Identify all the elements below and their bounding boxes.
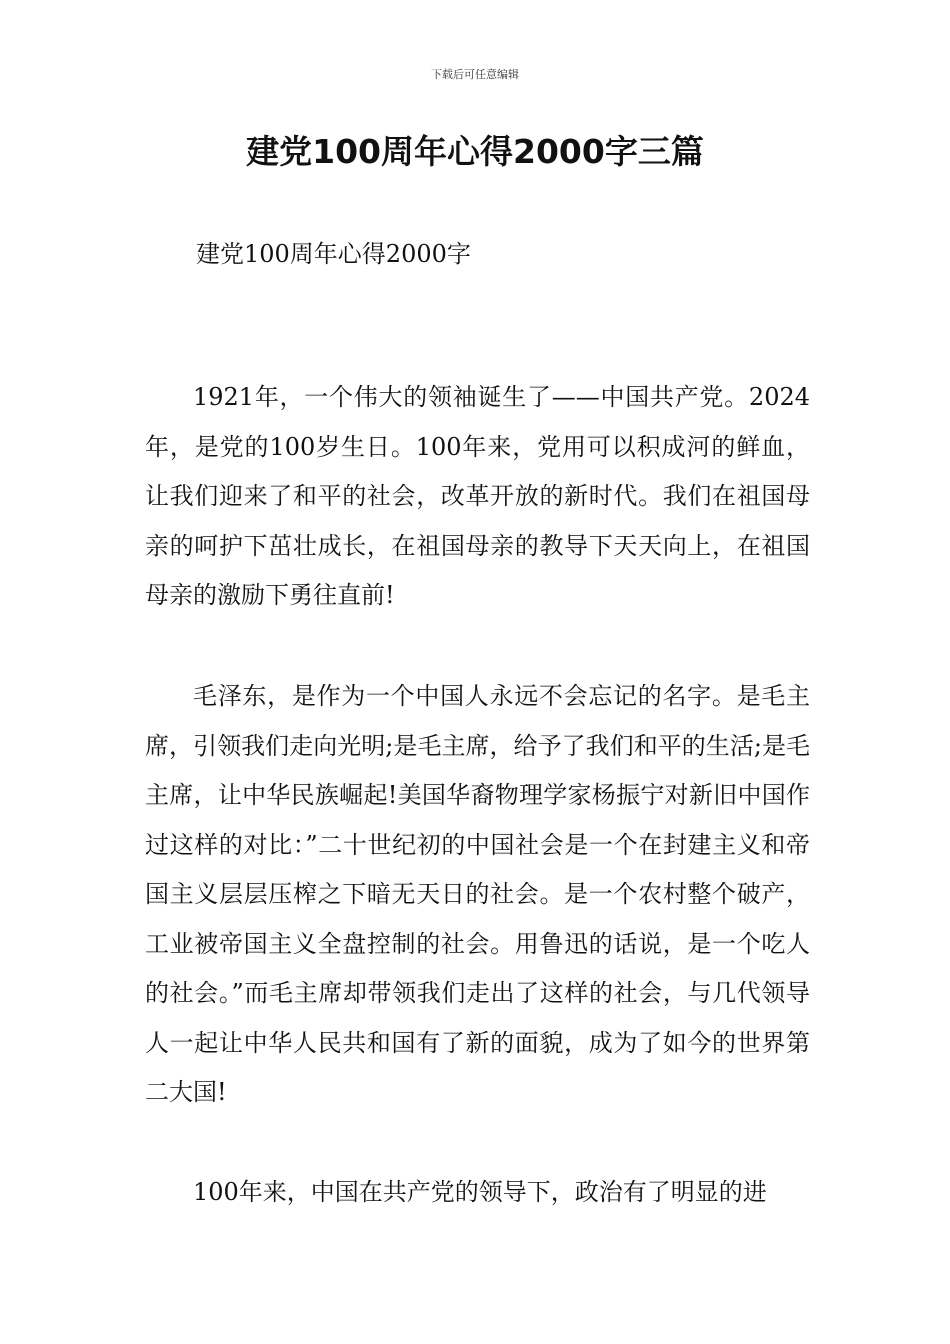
paragraph-1: 1921年，一个伟大的领袖诞生了——中国共产党。2024年，是党的100岁生日。100年来，党用可以积成河的鲜血，让我们迎来了和平的社会，改革开放的新时代。我们在祖国母亲的呵护下茁壮成长，在祖国母亲的教导下天天向上，在祖国母亲的激励下勇往直前!: [145, 383, 810, 609]
section-subtitle: 建党100周年心得2000字: [196, 240, 471, 268]
document-title: 建党100周年心得2000字三篇: [246, 132, 704, 171]
paragraph-3: 100年来，中国在共产党的领导下，政治有了明显的进: [193, 1178, 767, 1206]
header-note: 下载后可任意编辑: [431, 68, 519, 81]
paragraph-2: 毛泽东，是作为一个中国人永远不会忘记的名字。是毛主席，引领我们走向光明;是毛主席，给予了我们和平的生活;是毛主席，让中华民族崛起!美国华裔物理学家杨振宁对新旧中国作过这样的对比：”二十世纪初的中国社会是一个在封建主义和帝国主义层层压榨之下暗无天日的社会。是一个农村整个破产，工业被帝国主义全盘控制的社会。用鲁迅的话说，是一个吃人的社会。”而毛主席却带领我们走出了这样的社会，与几代领导人一起让中华人民共和国有了新的面貌，成为了如今的世界第二大国!: [145, 682, 810, 1106]
